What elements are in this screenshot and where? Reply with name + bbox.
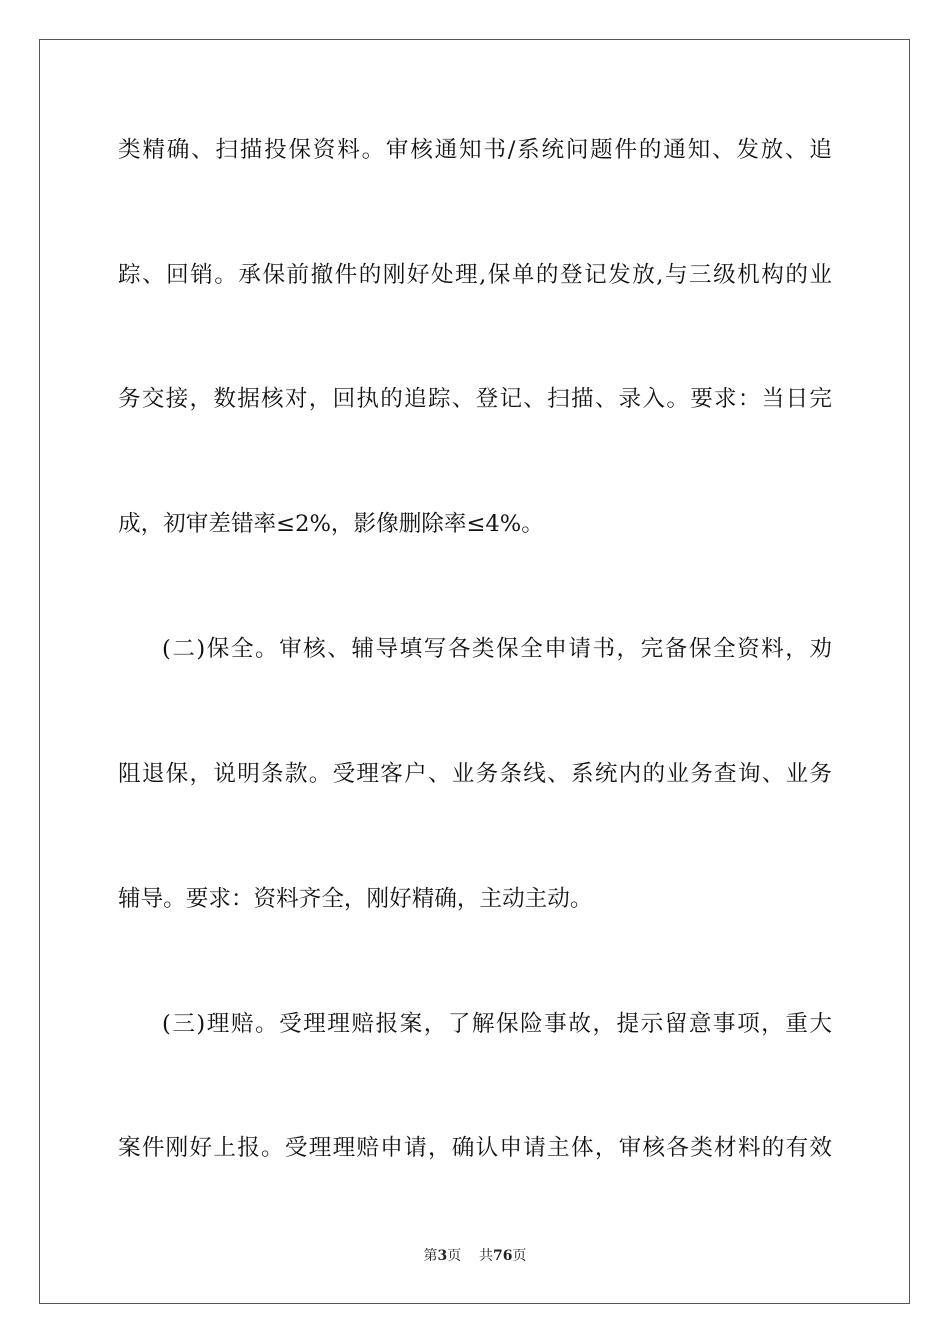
page-suffix: 页 (447, 1248, 462, 1264)
paragraph-start-line: (三)理赔。受理理赔报案，了解保险事故，提示留意事项，重大 (162, 1011, 832, 1037)
page-footer (0, 1247, 950, 1265)
text-line: 务交接，数据核对，回执的追踪、登记、扫描、录入。要求：当日完 (118, 386, 832, 412)
text-line: 类精确、扫描投保资料。审核通知书/系统问题件的通知、发放、追 (118, 137, 832, 163)
text-line: 辅导。要求：资料齐全，刚好精确，主动主动。 (118, 886, 593, 912)
total-pages: 76 (493, 1248, 513, 1264)
page-prefix: 第 (423, 1248, 438, 1264)
text-line: 踪、回销。承保前撤件的刚好处理,保单的登记发放,与三级机构的业 (118, 262, 832, 288)
page-border (39, 39, 910, 1304)
total-prefix: 共 (479, 1248, 494, 1264)
total-suffix: 页 (512, 1248, 527, 1264)
text-line: 成，初审差错率≤2%，影像删除率≤4%。 (118, 511, 544, 537)
paragraph-start-line: (二)保全。审核、辅导填写各类保全申请书，完备保全资料，劝 (162, 636, 832, 662)
text-line: 阻退保，说明条款。受理客户、业务条线、系统内的业务查询、业务 (118, 761, 832, 787)
text-line: 案件刚好上报。受理理赔申请，确认申请主体，审核各类材料的有效 (118, 1135, 832, 1161)
page-number: 3 (437, 1248, 448, 1264)
